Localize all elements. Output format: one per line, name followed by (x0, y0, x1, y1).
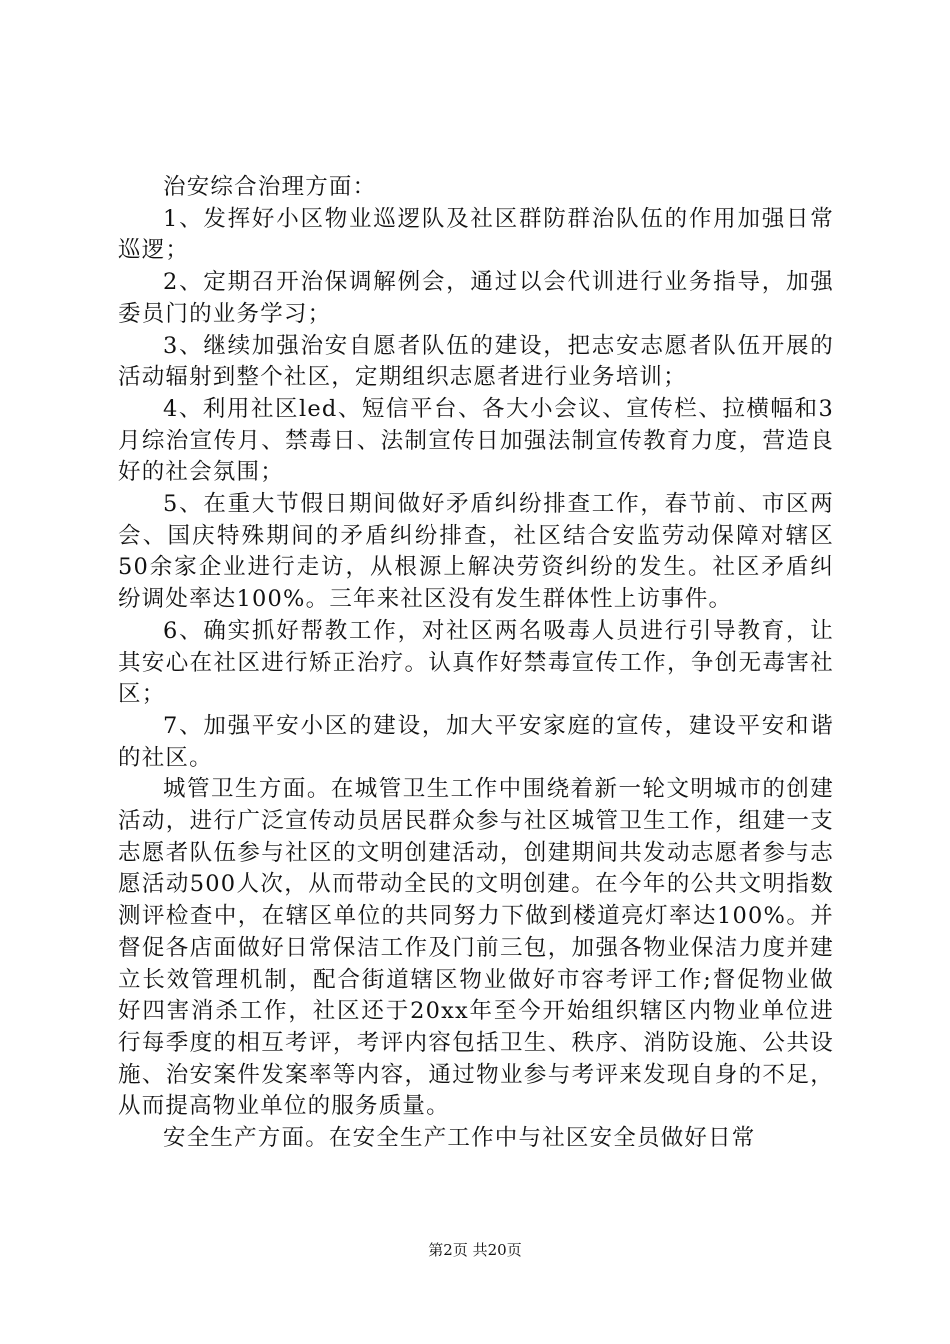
page-number-label: 第2页 共20页 (428, 1241, 522, 1259)
page-footer (0, 1240, 950, 1260)
list-item-3: 3、继续加强治安自愿者队伍的建设，把志安志愿者队伍开展的活动辐射到整个社区，定期组织志愿者进行业务培训； (118, 332, 834, 391)
document-body (118, 172, 834, 1155)
list-item-1: 1、发挥好小区物业巡逻队及社区群防群治队伍的作用加强日常巡逻； (118, 205, 834, 264)
list-item-2: 2、定期召开治保调解例会，通过以会代训进行业务指导，加强委员门的业务学习； (118, 269, 834, 327)
list-item-7: 7、加强平安小区的建设，加大平安家庭的宣传，建设平安和谐的社区。 (118, 712, 834, 771)
paragraph-production-safety: 安全生产方面。在安全生产工作中与社区安全员做好日常 (163, 1125, 756, 1152)
list-item-6: 6、确实抓好帮教工作，对社区两名吸毒人员进行引导教育，让其安心在社区进行矫正治疗。认真作好禁毒宣传工作，争创无毒害社区； (118, 617, 834, 708)
list-item-5: 5、在重大节假日期间做好矛盾纠纷排查工作，春节前、市区两会、国庆特殊期间的矛盾纠纷排查，社区结合安监劳动保障对辖区50余家企业进行走访，从根源上解决劳资纠纷的发生。社区矛盾纠纷调处率达100%。三年来社区没有发生群体性上访事件。 (118, 491, 834, 613)
section-heading-public-security: 治安综合治理方面： (163, 174, 377, 200)
paragraph-urban-sanitation: 城管卫生方面。在城管卫生工作中围绕着新一轮文明城市的创建活动，进行广泛宣传动员居民群众参与社区城管卫生工作，组建一支志愿者队伍参与社区的文明创建活动，创建期间共发动志愿者参与志愿活动500人次，从而带动全民的文明创建。在今年的公共文明指数测评检查中，在辖区单位的共同努力下做到楼道亮灯率达100%。并督促各店面做好日常保洁工作及门前三包，加强各物业保洁力度并建立长效管理机制，配合街道辖区物业做好市容考评工作;督促物业做好四害消杀工作，社区还于20xx年至今开始组织辖区内物业单位进行每季度的相互考评，考评内容包括卫生、秩序、消防设施、公共设施、治安案件发案率等内容，通过物业参与考评来发现自身的不足，从而提高物业单位的服务质量。 (118, 776, 834, 1120)
list-item-4: 4、利用社区led、短信平台、各大小会议、宣传栏、拉横幅和3月综治宣传月、禁毒日、法制宣传日加强法制宣传教育力度，营造良好的社会氛围； (118, 395, 834, 486)
